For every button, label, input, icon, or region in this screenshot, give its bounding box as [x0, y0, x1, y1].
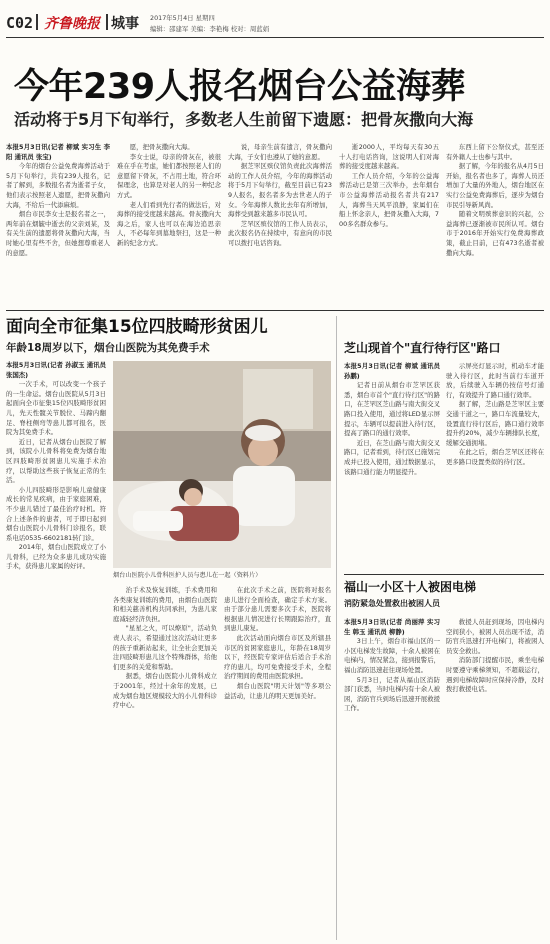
masthead: [0, 0, 550, 38]
paragraph: 治手术及恢复训练，手术费用和各类康复训练的费用，由烟台山医院和相关慈善机构共同承担，为患儿家庭减轻经济负担。: [113, 586, 217, 623]
story2-photo-caption: 烟台山医院小儿骨科医护人员与患儿在一起（资料片）: [113, 572, 262, 579]
paragraph: 据芝罘区殡仪馆负责此次海葬活动的工作人员介绍，今年的海葬活动将于5月下旬举行，截至目前已有239人报名，报名者多为去世老人的子女。今年海葬人数比去年有所增加，海葬受到越来越多市民认可。: [228, 162, 332, 219]
paragraph: 一次手术，可以改变一个孩子的一生命运。烟台山医院从5月3日起面向全市征集15位四肢畸形贫困儿，先天性髋关节脱位、马蹄内翻足、脊柱侧弯等患儿都可报名，医院为其免费手术。: [6, 380, 106, 437]
section-rule: [344, 574, 544, 575]
paragraph: 此次活动面向烟台市区及所辖县市区的贫困家庭患儿，年龄在18周岁以下，经医院专家评估后适合手术治疗的患儿，均可免费接受手术，全程治疗期间的费用由医院承担。: [224, 633, 331, 681]
story4-col1: [344, 618, 440, 768]
story1-col4: [339, 143, 439, 305]
story3-col2: [446, 362, 544, 552]
story1-subhead: 活动将于5月下旬举行，多数老人生前留下遗愿：把骨灰撒向大海: [14, 110, 474, 129]
story2-col1: [6, 361, 106, 939]
paragraph: 在此之后，烟台芝罘区还将在更多路口设置类似的待行区。: [446, 448, 544, 466]
story2-headline: 面向全市征集15位四肢畸形贫困儿: [6, 317, 268, 337]
editors-line: 编辑：邵建军 美编：李艳梅 校对：周蓝娟: [150, 25, 270, 33]
paragraph: 逝2000人，平均每天有30五十人打电话咨询，这说明人们对海葬的接受度越来越高。: [339, 143, 439, 171]
paragraph: 小儿四肢畸形是影响儿童健康成长的常见疾病，由于家庭困难，不少患儿错过了最佳治疗时机。符合上述条件的患者，可于即日起到烟台山医院小儿骨科门诊报名，联系电话0535-6602181转门诊。: [6, 485, 106, 542]
masthead-rule: [6, 37, 544, 38]
story2-subhead: 年龄18周岁以下，烟台山医院为其免费手术: [6, 342, 210, 354]
page-number: C02: [6, 14, 34, 32]
story4-headline: 福山一小区十人被困电梯: [344, 580, 477, 594]
paragraph: 芝罘区殡仪馆的工作人员表示，此次报名仍在持续中，有意向的市民可以拨打电话咨询。: [228, 219, 332, 247]
paragraph: 说，母亲生前有遗言，骨灰撒向大海，子女们也遵从了她的意愿。: [228, 143, 332, 161]
story1-col1: [6, 143, 110, 305]
paragraph: 据了解，今年的报名从4月5日开始，报名者也多了，海葬人员还增加了大量的外地人，烟台地区在实行公益免费海葬后，逐步为烟台市民引导新风尚。: [446, 162, 544, 209]
paragraph: 李女士说，母亲的骨灰在，被很难在乎在考虑，她们都按照老人们的意愿留下骨灰，不占用土地，符合环保理念，也算是对老人的另一种纪念方式。: [117, 152, 221, 199]
story2-col3: [224, 586, 331, 939]
story1-col5: [446, 143, 544, 305]
story3-byline: 本报5月3日讯(记者 柳斌 通讯员 孙鹏): [344, 362, 440, 380]
date-line: 2017年5月4日 星期四: [150, 14, 215, 22]
paragraph: 烟台市民李女士是报名者之一，两年前在烟毓中逝去的父亲刘某，及有关生前的遗愿将骨灰撒向大海，当时她心里有些不舍，但她想尊重老人的意愿。: [6, 210, 110, 257]
paragraph: 近日，在芝山路与南大街交叉路口，记者看到，待行区已施划完成并已投入使用，通过数据显示，该路口通行能力明显提升。: [344, 438, 440, 476]
paragraph: 记者日前从烟台市芝罘区获悉，烟台市首个"直行待行区"的路口，在芝罘区芝山路与南大街交叉路口投入使用，通过将LED显示屏提示，车辆可以提前进入待行区，提高了路口的通行效率。: [344, 381, 440, 438]
paragraph: "星星之火，可以燎原"，活动负责人表示，希望通过这次活动让更多的孩子重新站起来，让全社会更加关注四肢畸形患儿这个特殊群体，给他们更多的关爱和帮助。: [113, 624, 217, 671]
paragraph: 东西上留下公祭仪式，甚至还有外籍人士也参与其中。: [446, 143, 544, 161]
story1-headline: 今年239人报名烟台公益海葬: [14, 67, 466, 107]
section-rule: [6, 310, 544, 311]
paragraph: 据了解，芝山路是芝罘区主要交通干道之一，路口车流量较大，设置直行待行区后，路口通行效率提升约20%，减少车辆排队长度，缓解交通拥堵。: [446, 400, 544, 447]
paper-logo: 齐鲁晚报: [44, 16, 100, 32]
story1-col2: [117, 143, 221, 305]
divider-bar: [36, 14, 38, 30]
paragraph: 示屏亮灯显示时，机动车才能驶入待行区，此时当前行车道开放，后续驶入车辆仍按信号灯通行，有效提升了路口通行效率。: [446, 362, 544, 399]
story1-col3: [228, 143, 332, 305]
hospital-photo-image: [113, 361, 331, 568]
story4-subhead: 消防紧急处置救出被困人员: [344, 599, 440, 608]
paragraph: 愿，把骨灰撒向大海。: [129, 143, 194, 151]
divider-bar: [106, 14, 108, 30]
paragraph: 随着文明殡葬意识的兴起，公益海葬已逐渐被市民所认可。烟台市于2016年开始实行免费海葬政策，截止目前，已有473名逝者被撒向大海。: [446, 210, 544, 257]
paragraph: 救援人员赶到现场，因电梯内空间狭小，被困人员出现不适，消防官兵迅速打开电梯门，将被困人员安全救出。: [446, 618, 544, 655]
paragraph: 3日上午，烟台市福山区的一小区电梯发生故障，十余人被困在电梯内，情况紧急，接到报警后，福山消防迅速赶往现场处置。: [344, 637, 440, 674]
paragraph: 据悉，烟台山医院小儿骨科成立于2001年，经过十余年的发展，已成为烟台地区规模较大的小儿骨科诊疗中心。: [113, 672, 217, 710]
story3-col1: [344, 362, 440, 552]
story2-col2: [113, 586, 217, 939]
paragraph: 消防部门提醒市民，乘坐电梯时要遵守乘梯须知，不超载运行，遇到电梯故障时应保持冷静，及时拨打救援电话。: [446, 656, 544, 694]
paragraph: 今年的烟台公益免费海葬活动于5月下旬举行，共有239人报名，记者了解到，多数报名者为逝者子女，他们表示按照老人遗愿，把骨灰撒向大海，不给后一代添麻烦。: [6, 162, 110, 209]
paragraph: 烟台山医院"明天计划"等多项公益活动，让患儿的明天更加美好。: [224, 681, 331, 700]
column-rule: [336, 316, 337, 940]
story3-headline: 芝山现首个"直行待行区"路口: [344, 341, 501, 355]
paragraph: 2014年，烟台山医院成立了小儿骨科，已经为众多患儿成功实施手术，获得患儿家属的好评。: [6, 543, 106, 571]
paragraph: 工作人员介绍，今年的公益海葬活动已是第三次举办，去年烟台市公益海葬活动报名者共有217人，海葬当天风平浪静，家属们在船上怀念亲人，把骨灰撒入大海，700多名群众参与。: [339, 171, 439, 228]
story2-byline: 本报5月3日讯(记者 孙淑玉 通讯员 张国杰): [6, 361, 106, 379]
story1-byline: 本报5月3日讯(记者 柳斌 实习生 李阳 通讯员 张宝): [6, 143, 110, 161]
story4-col2: [446, 618, 544, 768]
paragraph: 在此次手术之前，医院将对报名患儿进行全面检查，确定手术方案。由于部分患儿需要多次手术，医院将根据患儿情况进行长期跟踪治疗，直到患儿康复。: [224, 586, 331, 633]
paragraph: 5月3日，记者从福山区消防部门获悉，当时电梯内有十余人被困，消防官兵到场后迅速开展救援工作。: [344, 675, 440, 713]
story2-photo: [113, 361, 331, 568]
section-title: 城事: [111, 16, 139, 32]
paragraph: 老人们看到先行者的做法后，对海葬的接受度越来越高。骨灰撒向大海之后，家人也可以在海边追思亲人，不必每年到墓地祭扫，这是一种新的纪念方式。: [117, 200, 221, 247]
paragraph: 近日，记者从烟台山医院了解到，该院小儿骨科将免费为烟台地区四肢畸形贫困患儿实施手术治疗，以帮助这些孩子恢复正常的生活。: [6, 437, 106, 485]
story4-byline: 本报5月3日讯(记者 尚丽萍 实习生 韩玉 通讯员 柳静): [344, 618, 440, 636]
